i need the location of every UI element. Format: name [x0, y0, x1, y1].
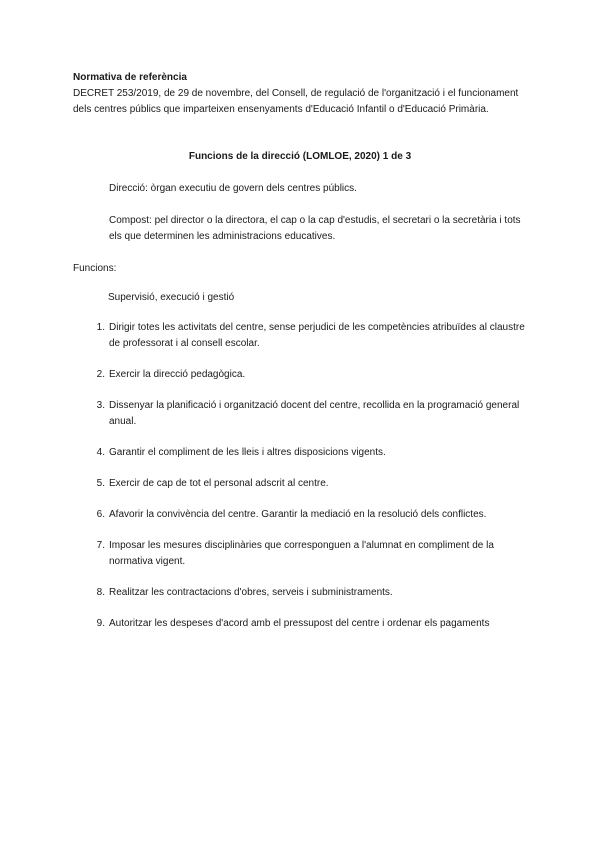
list-item-number: 5. — [96, 478, 105, 489]
subheading: Supervisió, execució i gestió — [108, 292, 235, 303]
list-item-text: Realitzar les contractacions d'obres, serveis i subministraments. — [109, 587, 393, 598]
reference-text: DECRET 253/2019, de 29 de novembre, del Consell, de regulació de l'organització i el funcionament dels centres públics que imparteixen ensenyaments d'Educació Infantil o d'Educació Primària. — [73, 88, 519, 115]
list-item-text: Autoritzar les despeses d'acord amb el pressupost del centre i ordenar els pagaments — [109, 618, 490, 629]
list-item-number: 4. — [96, 447, 105, 458]
list-item-number: 3. — [96, 400, 105, 411]
list-item-text: Garantir el compliment de les lleis i altres disposicions vigents. — [109, 447, 386, 458]
compost-definition: Compost: pel director o la directora, el cap o la cap d'estudis, el secretari o la secretària i tots els que determinen les administracions educatives. — [109, 215, 521, 242]
functions-list — [73, 320, 533, 647]
reference-title: Normativa de referència — [73, 72, 187, 83]
list-item-text: Exercir la direcció pedagògica. — [109, 369, 246, 380]
list-item — [73, 445, 533, 461]
direccio-definition: Direcció: òrgan executiu de govern dels centres públics. — [109, 183, 357, 194]
list-item — [73, 538, 533, 570]
list-item-text: Exercir de cap de tot el personal adscrit al centre. — [109, 478, 329, 489]
section-title: Funcions de la direcció (LOMLOE, 2020) 1 de 3 — [188, 151, 412, 162]
list-item — [73, 398, 533, 430]
list-item — [73, 585, 533, 601]
list-item-number: 2. — [96, 369, 105, 380]
list-item — [73, 367, 533, 383]
list-item — [73, 476, 533, 492]
list-item-text: Afavorir la convivència del centre. Garantir la mediació en la resolució dels conflictes. — [109, 509, 487, 520]
list-item-text: Imposar les mesures disciplinàries que corresponguen a l'alumnat en compliment de la normativa vigent. — [109, 540, 494, 567]
list-item-text: Dirigir totes les activitats del centre, sense perjudici de les competències atribuïdes al claustre de professorat i al consell escolar. — [109, 322, 525, 349]
list-item-number: 1. — [96, 322, 105, 333]
list-item-number: 7. — [96, 540, 105, 551]
list-item-number: 6. — [96, 509, 105, 520]
list-item-text: Dissenyar la planificació i organització docent del centre, recollida en la programació general anual. — [109, 400, 520, 427]
funcions-label: Funcions: — [73, 263, 117, 274]
list-item-number: 9. — [96, 618, 105, 629]
list-item-number: 8. — [96, 587, 105, 598]
reference-block — [73, 70, 533, 118]
list-item — [73, 616, 533, 632]
list-item — [73, 320, 533, 352]
list-item — [73, 507, 533, 523]
